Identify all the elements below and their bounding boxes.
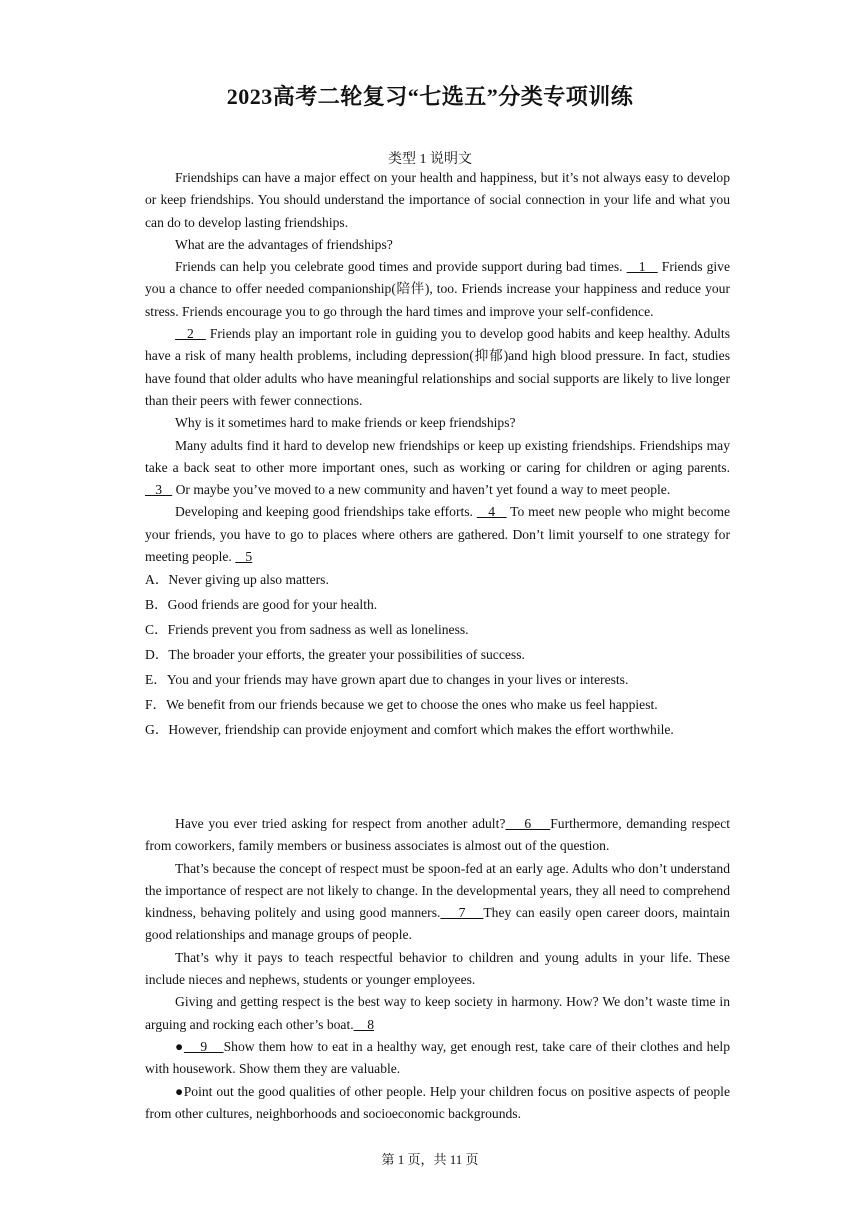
- blank-5: 5: [235, 549, 253, 565]
- option-e: E．You and your friends may have grown apart due to changes in your lives or interests.: [145, 671, 629, 687]
- text-run: Show them how to eat in a healthy way, get enough rest, take care of their clothes and help with housework. Show them they are valuable.: [145, 1038, 730, 1077]
- text-run: Developing and keeping good friendships take efforts.: [175, 504, 477, 520]
- paragraph: Friendships can have a major effect on your health and happiness, but it’s not always easy to develop or keep friendships. You should understand the importance of social connection in your life and what you can do to develop lasting friendships.: [145, 170, 730, 230]
- option-g: G．However, friendship can provide enjoyment and comfort which makes the effort worthwhile.: [145, 721, 674, 737]
- paragraph-question: What are the advantages of friendships?: [175, 236, 393, 252]
- bullet-item: ●Point out the good qualities of other people. Help your children focus on positive aspects of people from other cultures, neighborhoods and socioeconomic backgrounds.: [145, 1083, 730, 1121]
- paragraph: [145, 435, 730, 502]
- text-run: Many adults find it hard to develop new friendships or keep up existing friendships. Friendships may take a back seat to other more important ones, such as working or caring for children or aging parents.: [145, 437, 730, 475]
- blank-8: 8: [353, 1016, 375, 1032]
- paragraph-question: Why is it sometimes hard to make friends or keep friendships?: [175, 415, 516, 431]
- option-d: D．The broader your efforts, the greater your possibilities of success.: [145, 647, 525, 663]
- blank-4: 4: [476, 504, 507, 520]
- text-run: Friends give you a chance to offer needed companionship(陪伴), too. Friends increase your happiness and reduce your stress. Friends encourage you to go through the hard times and improve your self-confidence.: [145, 259, 730, 319]
- paragraph: [145, 256, 730, 323]
- option-a: A．Never giving up also matters.: [145, 572, 329, 588]
- bullet-mark: ●: [175, 1038, 184, 1054]
- option-f: F．We benefit from our friends because we get to choose the ones who make us feel happiest.: [145, 696, 658, 712]
- blank-2: 2: [175, 326, 206, 342]
- text-run: To meet new people who might become your friends, you have to go to places where others are gathered. Don’t limit yourself to one strategy for meeting people.: [145, 504, 731, 565]
- blank-7: 7: [440, 905, 484, 921]
- page-number: 第 1 页，共 11 页: [381, 1152, 479, 1167]
- paragraph: [145, 813, 730, 858]
- text-run: Furthermore, demanding respect from coworkers, family members or business associates is almost out of the question.: [145, 816, 730, 854]
- text-run: That’s because the concept of respect must be spoon-fed at an early age. Adults who don’t understand the importance of respect are not likely to change. In the developmental years, they all need to comprehend kindness, behaving politely and using good manners.: [145, 860, 730, 921]
- text-run: Friends can help you celebrate good times and provide support during bad times.: [175, 259, 623, 275]
- text-run: Or maybe you’ve moved to a new community and haven’t yet found a way to meet people.: [172, 482, 671, 498]
- text-run: Friends play an important role in guiding you to develop good habits and keep healthy. Adults have a risk of many health problems, including depression(抑郁)and high blood pressure. In fact, studies have found that older adults who have meaningful relationships and social supports are likely to live longer than their peers with fewer connections.: [145, 326, 730, 408]
- passage-1: [145, 167, 730, 743]
- paragraph: [145, 858, 730, 947]
- bullet-item: [145, 1036, 730, 1081]
- blank-1: 1: [626, 259, 658, 275]
- text-run: Have you ever tried asking for respect from another adult?: [175, 816, 506, 831]
- page-title: 2023高考二轮复习“七选五”分类专项训练: [226, 84, 634, 109]
- blank-6: 6: [505, 816, 551, 831]
- section-label: 类型 1 说明文: [388, 152, 472, 167]
- text-run: Giving and getting respect is the best way to keep society in harmony. How? We don’t waste time in arguing and rocking each other’s boat.: [145, 994, 730, 1032]
- paragraph: [145, 991, 730, 1036]
- passage-2: [145, 813, 730, 1125]
- blank-9: 9: [183, 1038, 224, 1054]
- blank-3: 3: [145, 482, 173, 498]
- paragraph: That’s why it pays to teach respectful behavior to children and young adults in your life. These include nieces and nephews, students or younger employees.: [145, 949, 730, 988]
- option-c: C．Friends prevent you from sadness as well as loneliness.: [145, 622, 469, 638]
- option-b: B．Good friends are good for your health.: [145, 597, 378, 613]
- text-run: They can easily open career doors, maintain good relationships and manage groups of people.: [145, 905, 730, 943]
- paragraph: [145, 323, 730, 412]
- paragraph: [145, 501, 730, 568]
